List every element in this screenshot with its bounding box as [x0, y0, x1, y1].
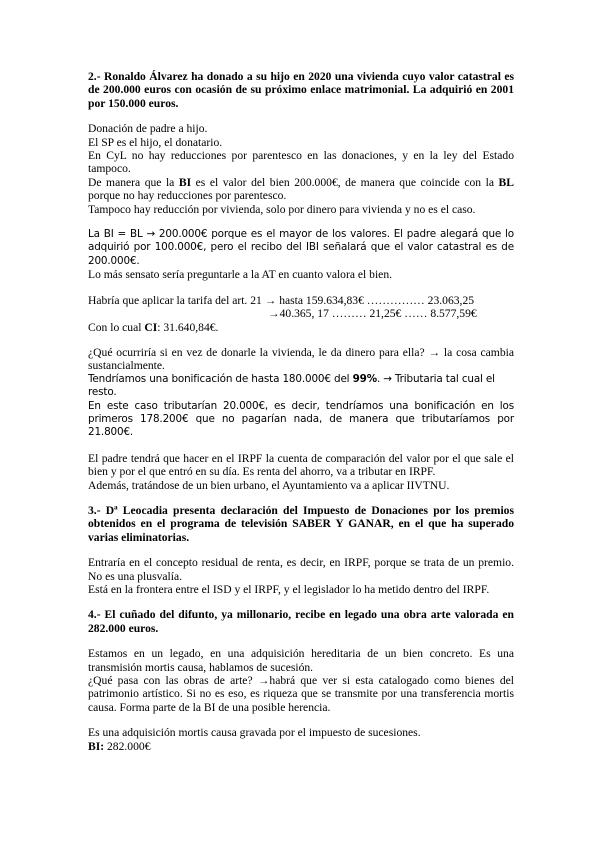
- q2-money-question: ¿Qué ocurriría si en vez de donarle la vivienda, le da dinero para ella? → la cosa cambia sustancialmente.: [88, 345, 514, 373]
- question-4-title: 4.- El cuñado del difunto, ya millonario, recibe en legado una obra arte valorada en 282.000 euros.: [88, 608, 514, 635]
- question-2-title: 2.- Ronaldo Álvarez ha donado a su hijo en 2020 una vivienda cuyo valor catastral es de 200.000 euros con ocasión de su próximo enlace matrimonial. La adquirió en 2001 por 150.000 euros.: [88, 70, 514, 110]
- q3-paragraph-1: Entraría en el concepto residual de renta, es decir, en IRPF, porque se trata de un premio. No es una plusvalía.: [88, 556, 514, 583]
- q4-paragraph-3: Es una adquisición mortis causa gravada por el impuesto de sucesiones.: [88, 726, 421, 740]
- q2-line-2: El SP es el hijo, el donatario.: [88, 135, 223, 149]
- tariff-line-2: →40.365, 17 ……… 21,25€ …… 8.577,59€: [268, 307, 477, 321]
- q2-line-1: Donación de padre a hijo.: [88, 122, 208, 136]
- q3-paragraph-2: Está en la frontera entre el ISD y el IRPF, y el legislador lo ha metido dentro del IRPF.: [88, 583, 490, 596]
- document-body: [88, 70, 514, 753]
- q2-line-3: En CyL no hay reducciones por parentesco en las donaciones, y en la ley del Estado tampoco.: [88, 149, 514, 176]
- q4-bi-line: BI: 282.000€: [88, 739, 151, 753]
- q2-line-4: De manera que la BI es el valor del bien 200.000€, de manera que coincide con la BL porque no hay reducciones por parentesco.: [88, 175, 514, 203]
- q4-paragraph-2: ¿Qué pasa con las obras de arte? →habrá que ver si esta catalogado como bienes del patrimonio artístico. Si no es eso, es riqueza que se transmite por una transferencia mortis causa. Forma parte de la BI de una posible herencia.: [88, 674, 514, 714]
- q2-valuation-paragraph: La BI = BL → 200.000€ porque es el mayor de los valores. El padre alegará que lo adquirió por 100.000€, pero el recibo del IBI señalará que el valor catastral es de 200.000€.: [88, 228, 514, 267]
- q2-iivtnu-line: Además, tratándose de un bien urbano, el Ayuntamiento va a aplicar IIVTNU.: [88, 478, 450, 492]
- question-3-title: 3.- Dª Leocadia presenta declaración del Impuesto de Donaciones por los premios obtenidos en el programa de televisión SABER Y GANAR, en el que ha superado varias eliminatorias.: [88, 503, 514, 544]
- cuota-integra-line: Con lo cual CI: 31.640,84€.: [88, 320, 219, 334]
- q2-bonus-detail: En este caso tributarían 20.000€, es decir, tendríamos una bonificación en los primeros 178.200€ que no pagarían nada, de manera que tributaríamos por 21.800€.: [88, 399, 514, 439]
- q2-irpf-paragraph: El padre tendrá que hacer en el IRPF la cuenta de comparación del valor por el que sale el bien y por el que entró en su día. Es renta del ahorro, va a tributar en IRPF.: [88, 451, 514, 479]
- q2-line-5: Tampoco hay reducción por vivienda, solo por dinero para vivienda y no es el caso.: [88, 202, 476, 216]
- q4-paragraph-1: Estamos en un legado, en una adquisición hereditaria de un bien concreto. Es una transmisión mortis causa, hablamos de sucesión.: [88, 647, 514, 674]
- tariff-line-1: Habría que aplicar la tarifa del art. 21 → hasta 159.634,83€ …………… 23.063,25: [88, 293, 475, 307]
- q2-bonus-line: Tendríamos una bonificación de hasta 180.000€ del 99%. → Tributaria tal cual el resto.: [88, 372, 495, 399]
- q2-valuation-note: Lo más sensato sería preguntarle a la AT en cuanto valora el bien.: [88, 268, 393, 282]
